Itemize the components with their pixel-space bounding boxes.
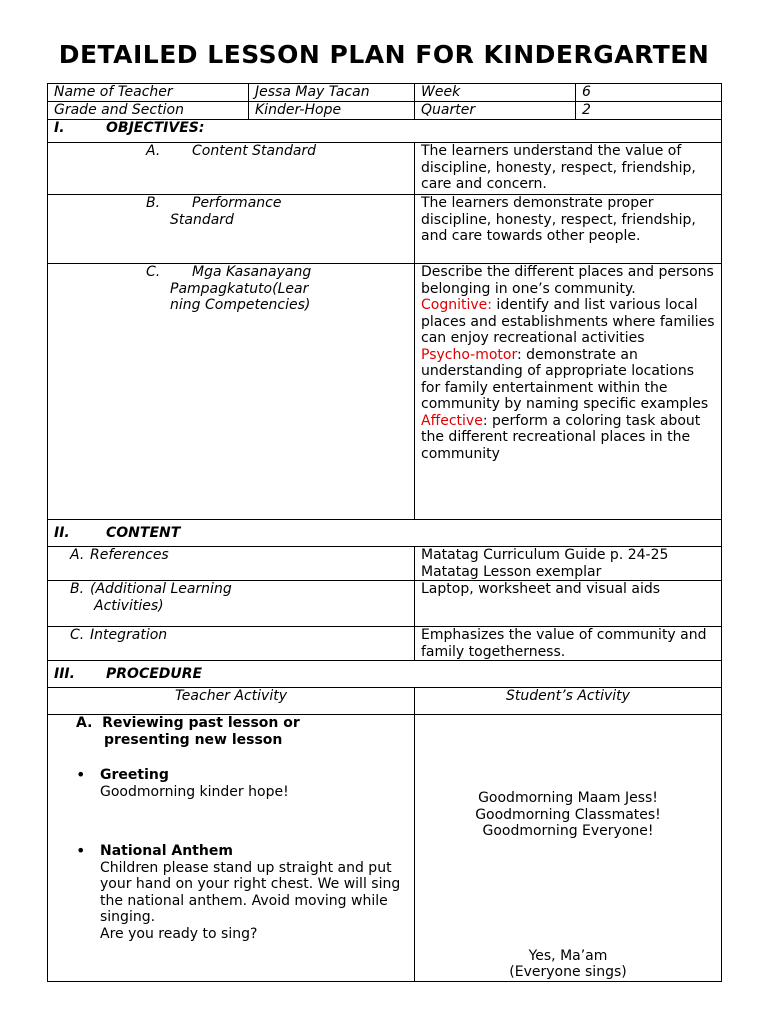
grade-row (48, 102, 722, 120)
performance-standard-label (48, 195, 415, 264)
item-letter: C. (146, 264, 161, 280)
procedure-body-row (48, 715, 722, 982)
section-title: CONTENT (106, 525, 181, 541)
additional-label (48, 581, 415, 627)
section-number: I. (54, 120, 65, 136)
student-reply-line: (Everyone sings) (509, 964, 627, 980)
item-letter: B. (70, 581, 85, 597)
objectives-heading-row (48, 120, 722, 143)
competencies-label (48, 264, 415, 520)
item-label-cont: Activities) (94, 597, 164, 614)
content-heading (48, 520, 722, 547)
references-text (415, 547, 722, 581)
student-activity-header: Student’s Activity (415, 688, 722, 715)
integration-row (48, 627, 722, 661)
quarter-label: Quarter (415, 102, 576, 120)
teacher-row (48, 84, 722, 102)
item-label: Mga Kasanayang (192, 264, 312, 280)
competencies-intro: Describe the different places and persons belonging in one’s community. (421, 264, 714, 297)
psycho-motor-label: Psycho-motor (421, 346, 517, 363)
anthem-text: Children please stand up straight and put your hand on your right chest. We will sing the national anthem. Avoid moving while singing. (100, 859, 401, 925)
procedure-heading-row (48, 661, 722, 688)
page-title: DETAILED LESSON PLAN FOR KINDERGARTEN (58, 40, 710, 69)
section-number: III. (54, 666, 75, 682)
references-label (48, 547, 415, 581)
anthem-heading: • National Anthem (100, 843, 233, 859)
performance-standard-row (48, 195, 722, 264)
item-label-cont: presenting new lesson (104, 732, 283, 748)
item-label: Integration (90, 627, 168, 643)
week-value: 6 (576, 84, 722, 102)
student-greeting-line: Goodmorning Everyone! (482, 823, 654, 839)
greeting-item (76, 767, 408, 800)
additional-row (48, 581, 722, 627)
greeting-heading: • Greeting (100, 767, 169, 783)
teacher-activity-cell (48, 715, 415, 982)
item-letter: A. (146, 143, 161, 159)
lesson-plan-table (47, 83, 722, 982)
content-standard-text: The learners understand the value of discipline, honesty, respect, friendship, care and concern. (415, 143, 722, 195)
content-standard-label (48, 143, 415, 195)
procedure-subheading (76, 715, 408, 749)
references-row (48, 547, 722, 581)
grade-label: Grade and Section (48, 102, 249, 120)
content-standard-row (48, 143, 722, 195)
student-reply-line: Yes, Ma’am (528, 947, 608, 964)
anthem-item (76, 843, 408, 942)
reference-line: Matatag Lesson exemplar (421, 563, 602, 580)
section-number: II. (54, 525, 70, 541)
student-activity-cell (415, 715, 722, 982)
item-label: Content Standard (192, 143, 317, 159)
item-letter: A. (70, 547, 85, 563)
activity-header-row (48, 688, 722, 715)
item-label: (Additional Learning (90, 581, 232, 597)
grade-value: Kinder-Hope (249, 102, 415, 120)
item-letter: A. (76, 715, 93, 731)
item-label-cont: Pampagkatuto(Lear (170, 280, 309, 297)
teacher-label: Name of Teacher (48, 84, 249, 102)
item-label: Performance (192, 195, 282, 211)
teacher-activity-header: Teacher Activity (48, 688, 415, 715)
additional-text: Laptop, worksheet and visual aids (415, 581, 722, 627)
objectives-heading (48, 120, 722, 143)
anthem-question: Are you ready to sing? (100, 925, 258, 942)
item-label: Reviewing past lesson or (102, 715, 300, 731)
affective-text: : perform a coloring task about the different recreational places in the community (421, 412, 701, 462)
competencies-row (48, 264, 722, 520)
section-title: PROCEDURE (106, 666, 203, 682)
greeting-text: Goodmorning kinder hope! (100, 783, 289, 800)
student-greeting-line: Goodmorning Classmates! (475, 806, 661, 823)
item-label-cont: ning Competencies) (170, 297, 311, 313)
item-letter: B. (146, 195, 161, 211)
item-label: References (90, 547, 169, 563)
week-label: Week (415, 84, 576, 102)
integration-label (48, 627, 415, 661)
psycho-motor-text: : demonstrate an understanding of appropriate locations for family entertainment within the community by naming specific examples (421, 346, 709, 412)
reference-line: Matatag Curriculum Guide p. 24-25 (421, 547, 669, 563)
quarter-value: 2 (576, 102, 722, 120)
student-greeting-line: Goodmorning Maam Jess! (478, 790, 658, 806)
item-label-cont: Standard (170, 211, 234, 228)
cognitive-label: Cognitive: (421, 297, 492, 313)
cognitive-text: identify and list various local places and establishments where families can enjoy recreational activities (421, 297, 715, 346)
competencies-text (415, 264, 722, 520)
performance-standard-text: The learners demonstrate proper discipline, honesty, respect, friendship, and care towards other people. (415, 195, 722, 264)
affective-label: Affective (421, 412, 483, 429)
integration-text: Emphasizes the value of community and family togetherness. (415, 627, 722, 661)
section-title: OBJECTIVES: (106, 120, 205, 136)
item-letter: C. (70, 627, 85, 643)
teacher-value: Jessa May Tacan (249, 84, 415, 102)
content-heading-row (48, 520, 722, 547)
procedure-heading (48, 661, 722, 688)
